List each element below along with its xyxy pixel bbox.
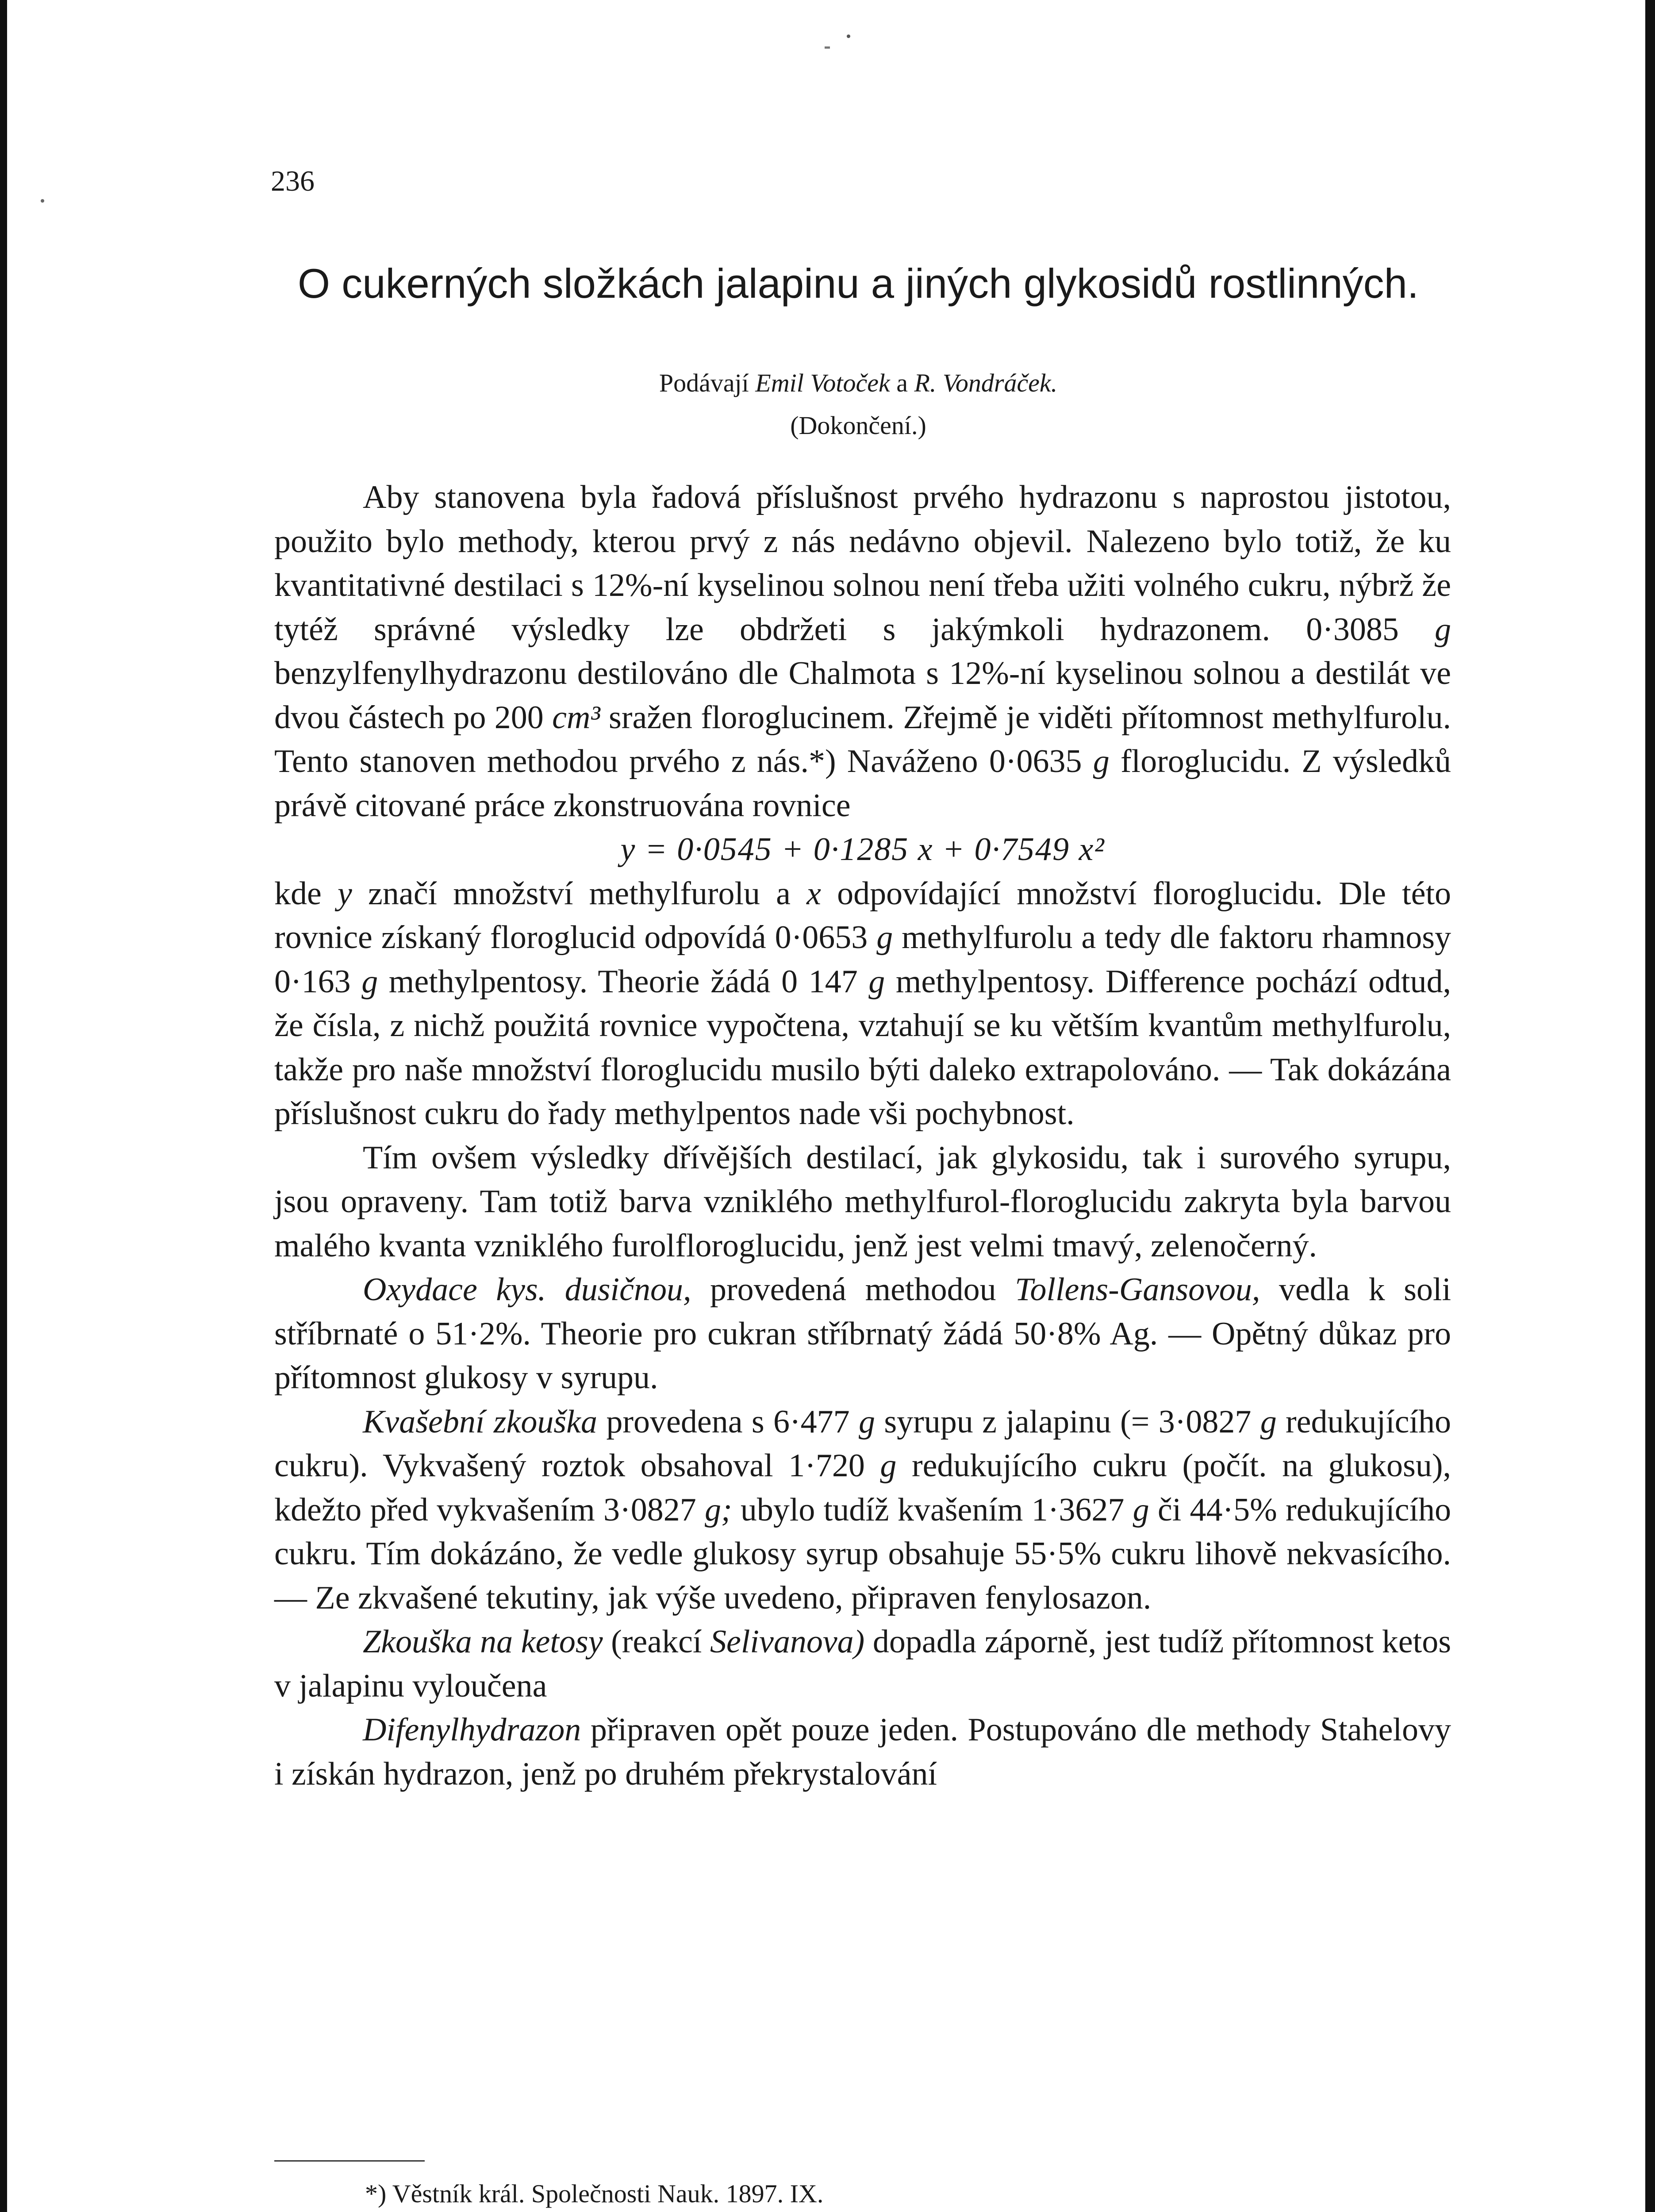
footnote-divider xyxy=(274,2160,425,2162)
author-2: R. Vondráček. xyxy=(914,369,1058,397)
article-title: O cukerných složkách jalapinu a jiných glykosidů rostlinných. xyxy=(297,260,1419,307)
paragraph-7: Difenylhydrazon připraven opět pouze jeden. Postupováno dle methody Stahelovy i získán hydrazon, jenž po druhém překrystalování xyxy=(274,1712,1451,1792)
paragraph-4: Oxydace kys. dusičnou, provedená methodou Tollens-Gansovou, vedla k soli stříbrnaté o 51·2%. Theorie pro cukran stříbrnatý žádá 50·8% Ag. — Opětný důkaz pro přítomnost glukosy v syrupu. xyxy=(274,1271,1451,1396)
paragraph-1: Aby stanovena byla řadová příslušnost prvého hydrazonu s naprostou jistotou, použito bylo methody, kterou prvý z nás nedávno objevil. Nalezeno bylo totiž, že ku kvantitativné destilaci s 12%-ní kyselinou solnou není třeba užiti volného cukru, nýbrž že tytéž správné výsledky lze obdržeti s jakýmkoli hydrazonem. 0·3085 g benzylfenylhydrazonu destilováno dle Chalmota s 12%-ní kyselinou solnou a destilát ve dvou částech po 200 cm³ sražen floroglucinem. Zřejmě je viděti přítomnost methylfurolu. Tento stanoven methodou prvého z nás.*) Naváženo 0·0635 g floroglucidu. Z výsledků právě citované práce zkonstruována rovnice xyxy=(274,479,1451,824)
paragraph-5: Kvašební zkouška provedena s 6·477 g syrupu z jalapinu (= 3·0827 g redukujícího cukru). Vykvašený roztok obsahoval 1·720 g redukujícího cukru (počít. na glukosu), kdežto před vykvašením 3·0827 g; ubylo tudíž kvašením 1·3627 g či 44·5% redukujícího cukru. Tím dokázáno, že vedle glukosy syrup obsahuje 55·5% cukru lihově nekvasícího. — Ze zkvašené tekutiny, jak výše uvedeno, připraven fenylosazon. xyxy=(274,1403,1451,1616)
continuation-note: (Dokončení.) xyxy=(790,411,926,440)
scan-speck xyxy=(847,35,850,38)
paragraph-2: kde y značí množství methylfurolu a x odpovídající množství floroglucidu. Dle této rovnice získaný floroglucid odpovídá 0·0653 g methylfurolu a tedy dle faktoru rhamnosy 0·163 g methylpentosy. Theorie žádá 0 147 g methylpentosy. Difference pochází odtud, že čísla, z nichž použitá rovnice vypočtena, vztahují se ku větším kvantům methylfurolu, takže pro naše množství floroglucidu musilo býti daleko extrapolováno. — Tak dokázána příslušnost cukru do řady methylpentos nade vši pochybnost. xyxy=(274,875,1451,1132)
paragraph-3: Tím ovšem výsledky dřívějších destilací, jak glykosidu, tak i surového syrupu, jsou opraveny. Tam totiž barva vzniklého methylfurol-floroglucidu zakryta byla barvou malého kvanta vzniklého furolfloroglucidu, jenž jest velmi tmavý, zelenočerný. xyxy=(274,1139,1451,1264)
paragraph-6: Zkouška na ketosy (reakcí Selivanova) dopadla záporně, jest tudíž přítomnost ketos v jalapinu vyloučena xyxy=(274,1624,1451,1704)
author-1: Emil Votoček xyxy=(755,369,890,397)
scan-border-left xyxy=(0,0,7,2212)
page-number: 236 xyxy=(271,165,315,197)
scan-speck xyxy=(825,46,830,49)
scan-speck xyxy=(41,199,44,203)
scan-border-right xyxy=(1645,0,1655,2212)
equation: y = 0·0545 + 0·1285 x + 0·7549 x² xyxy=(620,831,1105,868)
byline-prefix: Podávají xyxy=(659,369,749,397)
article-body xyxy=(274,476,1451,1796)
byline xyxy=(274,368,1442,398)
byline-conj: a xyxy=(896,369,908,397)
footnote: *) Věstník král. Společnosti Nauk. 1897. IX. xyxy=(365,2179,824,2208)
